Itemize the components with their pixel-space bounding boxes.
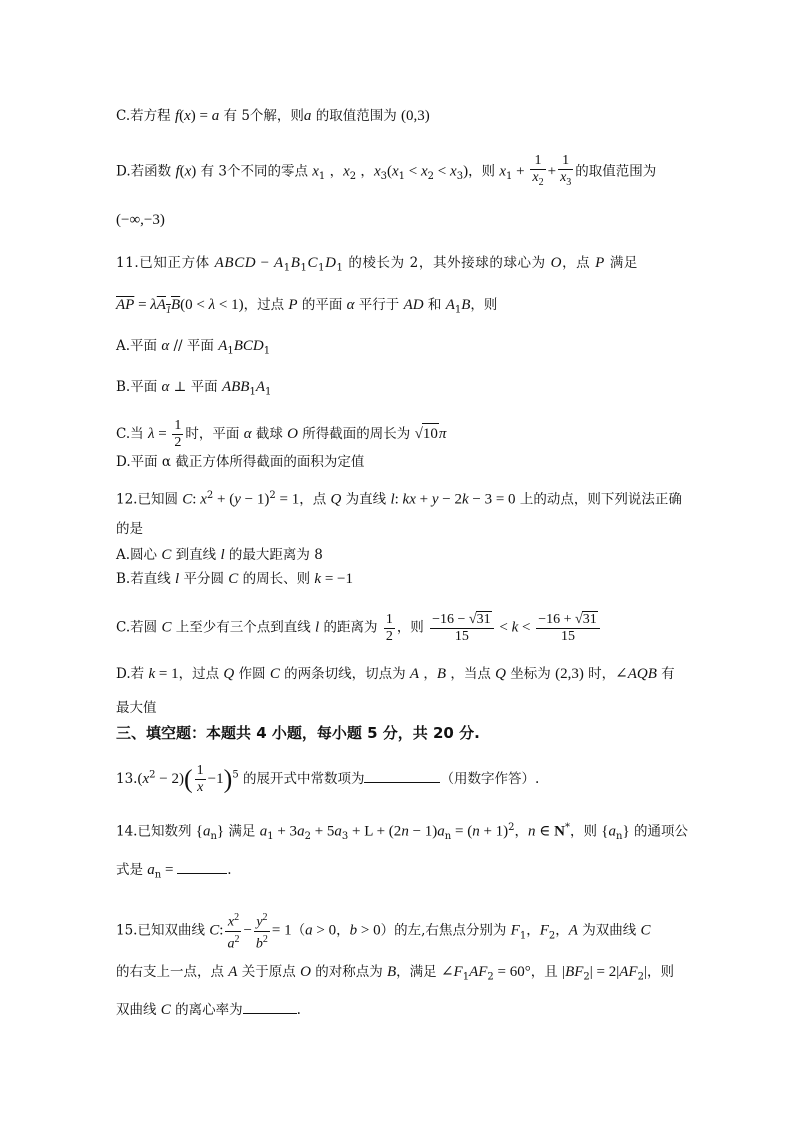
q10-option-d: D.若函数 f(x) 有 3个不同的零点 $x_1$ ，$x_2$ ，$x_3(x_1 < x_2 < x_3)$，则 $x_1$ + $\frac{1}{x_2}$ + $\frac{1}{x_3}$ 的取值范围为 (116, 153, 657, 188)
section-3-heading: 三、填空题：本题共 4 小题，每小题 5 分，共 20 分. (116, 724, 480, 742)
q11-option-b: B.平面 α ⊥ 平面 $ABB_1A_1$ (116, 379, 272, 398)
q11-option-a: A.平面 α // 平面 $A_1BCD_1$ (116, 338, 271, 357)
q11-opt-d-text: D.平面 α 截正方体所得截面的面积为定值 (116, 454, 365, 470)
q12-option-d: D.若 k = 1，过点 Q 作圆 C 的两条切线，切点为 A ，B ，当点 Q 坐标为 (2,3) 时，∠AQB 有 (116, 666, 675, 682)
q15-line3: 双曲线 C 的离心率为 . (116, 1002, 301, 1018)
q10-option-c: C.若方程 f(x) = a 有 5个解，则a 的取值范围为 (0,3) (116, 108, 430, 124)
q12-stem-line1: 12.已知圆 C: $x^2 + (y - 1)^2 = 1$，点 Q 为直线 l: kx + y − 2k − 3 = 0 上的动点，则下列说法正确 (116, 490, 682, 508)
q11-stem-line1: 11.已知正方体 ABCD − $A_1B_1C_1D_1$ 的棱长为 2，其外接球的球心为 O，点 P 满足 (116, 255, 639, 274)
q14-line2: 式是 $a_n$ = . (116, 862, 232, 881)
q13: $13.(x^2 - 2)$( $\frac{1}{x}$ −1)$^5$ 的展开式中常数项为 （用数字作答）. (116, 763, 540, 795)
q11-option-c: C.当 λ = $\frac{1}{2}$ 时，平面 α 截球 O 所得截面的周长为 √10π (116, 418, 447, 450)
q12-option-c: C.若圆 C 上至少有三个点到直线 l 的距离为 $\frac{1}{2}$ ，则 $\frac{-16 - √31}{15}$ < k < $\frac{-16 + √31}{15}$ (116, 611, 602, 645)
q15-line1: 15.已知双曲线 C: $\frac{x^2}{a^2}$ − $\frac{y^2}{b^2}$ = 1（a > 0，b > 0）的左,右焦点分别为 $F_1$，$F_2$，A 为双曲线 C (116, 912, 651, 952)
q12-option-a: A.圆心 C 到直线 l 的最大距离为 8 (116, 547, 323, 563)
q11-option-d (116, 452, 364, 472)
q14-line1: 14.已知数列 $\{a_n\}$ 满足 $a_1 + 3a_2 + 5a_3 + L + (2n - 1)a_n = (n + 1)^2$，n ∈ N*，则 $\{a_n\}$ 的通项公 (116, 822, 688, 843)
range-value: (−∞,−3) (116, 212, 165, 228)
q12-option-d-cont (116, 698, 157, 718)
q15-line2: 的右支上一点，点 A 关于原点 O 的对称点为 B，满足 $\angle F_1AF_2 = 60^\circ$，且 $|BF_2| = 2|AF_2|$，则 (116, 964, 674, 983)
q10-option-d-cont (116, 210, 165, 230)
q12-opt-d2-text: 最大值 (116, 700, 157, 716)
q12-stem-line2 (116, 519, 143, 539)
q12-stem2-text: 的是 (116, 521, 143, 537)
q12-option-b: B.若直线 l 平分圆 C 的周长、则 k = −1 (116, 571, 353, 587)
q11-stem-line2: $\overline{AP} = \lambda A_1B(0 < \lambda < 1)$，过点 P 的平面 α 平行于 AD 和 $A_1B$，则 (116, 297, 498, 316)
